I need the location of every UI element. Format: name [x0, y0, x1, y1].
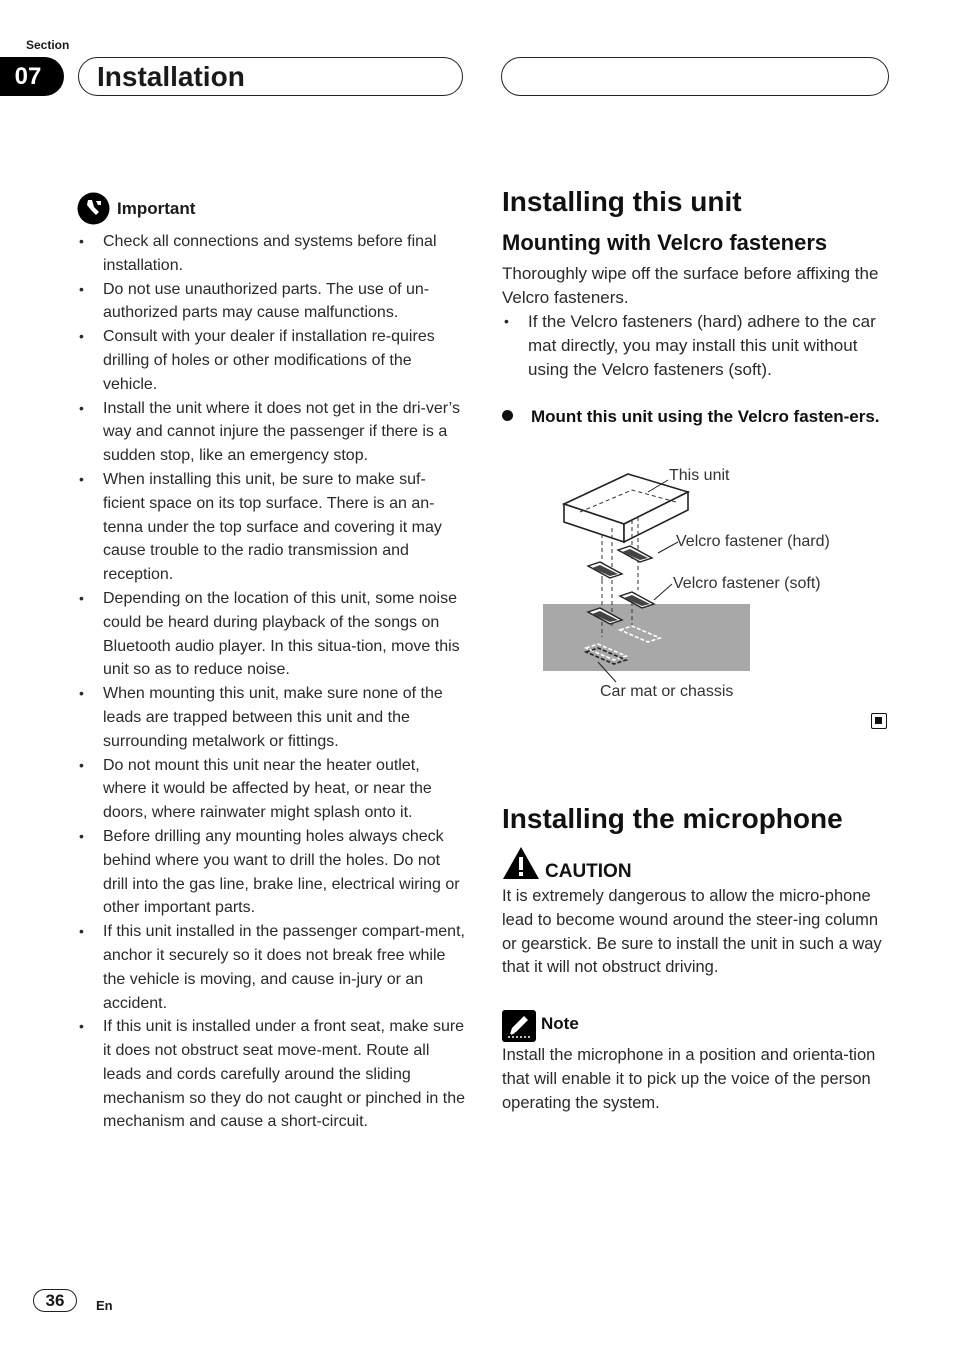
list-item: • Do not use unauthorized parts. The use of un-authorized parts may cause malfunctions.	[77, 278, 467, 326]
instruction-bullet-icon	[502, 410, 513, 421]
section-title	[78, 57, 463, 96]
list-item: • Do not mount this unit near the heater outlet, where it would be affected by heat, or near the doors, where rainwater might splash onto it.	[77, 754, 467, 825]
important-list	[77, 230, 467, 1134]
velcro-bullet: • If the Velcro fasteners (hard) adhere to the car mat directly, you may install this unit without using the Velcro fasteners (soft).	[502, 310, 893, 381]
list-item: • Before drilling any mounting holes always check behind where you want to drill the holes. Do not drill into the gas line, brake line, electrical wiring or other important parts.	[77, 825, 467, 920]
installing-microphone-heading: Installing the microphone	[502, 803, 843, 834]
note-label: Note	[541, 1014, 579, 1033]
list-item: • Install the unit where it does not get in the dri-ver’s way and cannot injure the passenger if there is a sudden stop, like an emergency stop.	[77, 397, 467, 468]
velcro-subheading: Mounting with Velcro fasteners	[502, 230, 828, 255]
section-title-text: Installation	[97, 60, 245, 92]
caution-text: It is extremely dangerous to allow the micro-phone lead to become wound around the steer-ing column or gearstick. Be sure to install the unit in such a way that it will not obstruct driving.	[502, 887, 882, 977]
mount-instruction-text: Mount this unit using the Velcro fasten-ers.	[531, 407, 880, 426]
label-car-mat: Car mat or chassis	[600, 683, 734, 700]
label-velcro-soft: Velcro fastener (soft)	[673, 575, 821, 592]
mount-instruction	[502, 405, 892, 429]
label-this-unit: This unit	[669, 467, 730, 484]
section-label: Section	[26, 38, 70, 52]
pencil-note-icon	[502, 1010, 536, 1042]
section-end-icon	[871, 713, 887, 729]
page-number: 36	[33, 1289, 77, 1312]
velcro-intro-text: Thoroughly wipe off the surface before affixing the Velcro fasteners.	[502, 264, 879, 307]
list-item: • When installing this unit, be sure to make suf-ficient space on its top surface. There is an an-tenna under the top surface and covering it may cause trouble to the radio transmission and reception.	[77, 468, 467, 587]
list-item: • If this unit installed in the passenger compart-ment, anchor it securely so it does not break free while the vehicle is moving, and cause in-jury or an accident.	[77, 920, 467, 1015]
list-item: • Depending on the location of this unit, some noise could be heard during playback of the songs on Bluetooth audio player. In this situa-tion, move this unit so as to reduce noise.	[77, 587, 467, 682]
label-velcro-hard: Velcro fastener (hard)	[676, 533, 830, 550]
list-item: • Consult with your dealer if installation re-quires drilling of holes or other modifications of the vehicle.	[77, 325, 467, 396]
list-item: • If this unit is installed under a front seat, make sure it does not obstruct seat move-ment. Route all leads and cords carefully around the sliding mechanism so they do not caught or pinched in the mechanism and cause a short-circuit.	[77, 1015, 467, 1134]
warning-triangle-icon	[502, 846, 540, 880]
header-right-pill	[501, 57, 889, 96]
important-icon	[77, 192, 110, 225]
car-mat-shape	[543, 604, 750, 671]
list-item: • Check all connections and systems before final installation.	[77, 230, 467, 278]
important-label: Important	[117, 199, 196, 218]
installing-unit-heading: Installing this unit	[502, 186, 742, 217]
velcro-diagram	[540, 462, 860, 712]
language-label: En	[96, 1298, 113, 1313]
list-item: • When mounting this unit, make sure none of the leads are trapped between this unit and the surrounding metalwork or fittings.	[77, 682, 467, 753]
note-text: Install the microphone in a position and orienta-tion that will enable it to pick up the voice of the person operating the system.	[502, 1046, 876, 1112]
section-number-badge: 07	[0, 57, 64, 96]
caution-label: CAUTION	[545, 861, 632, 882]
